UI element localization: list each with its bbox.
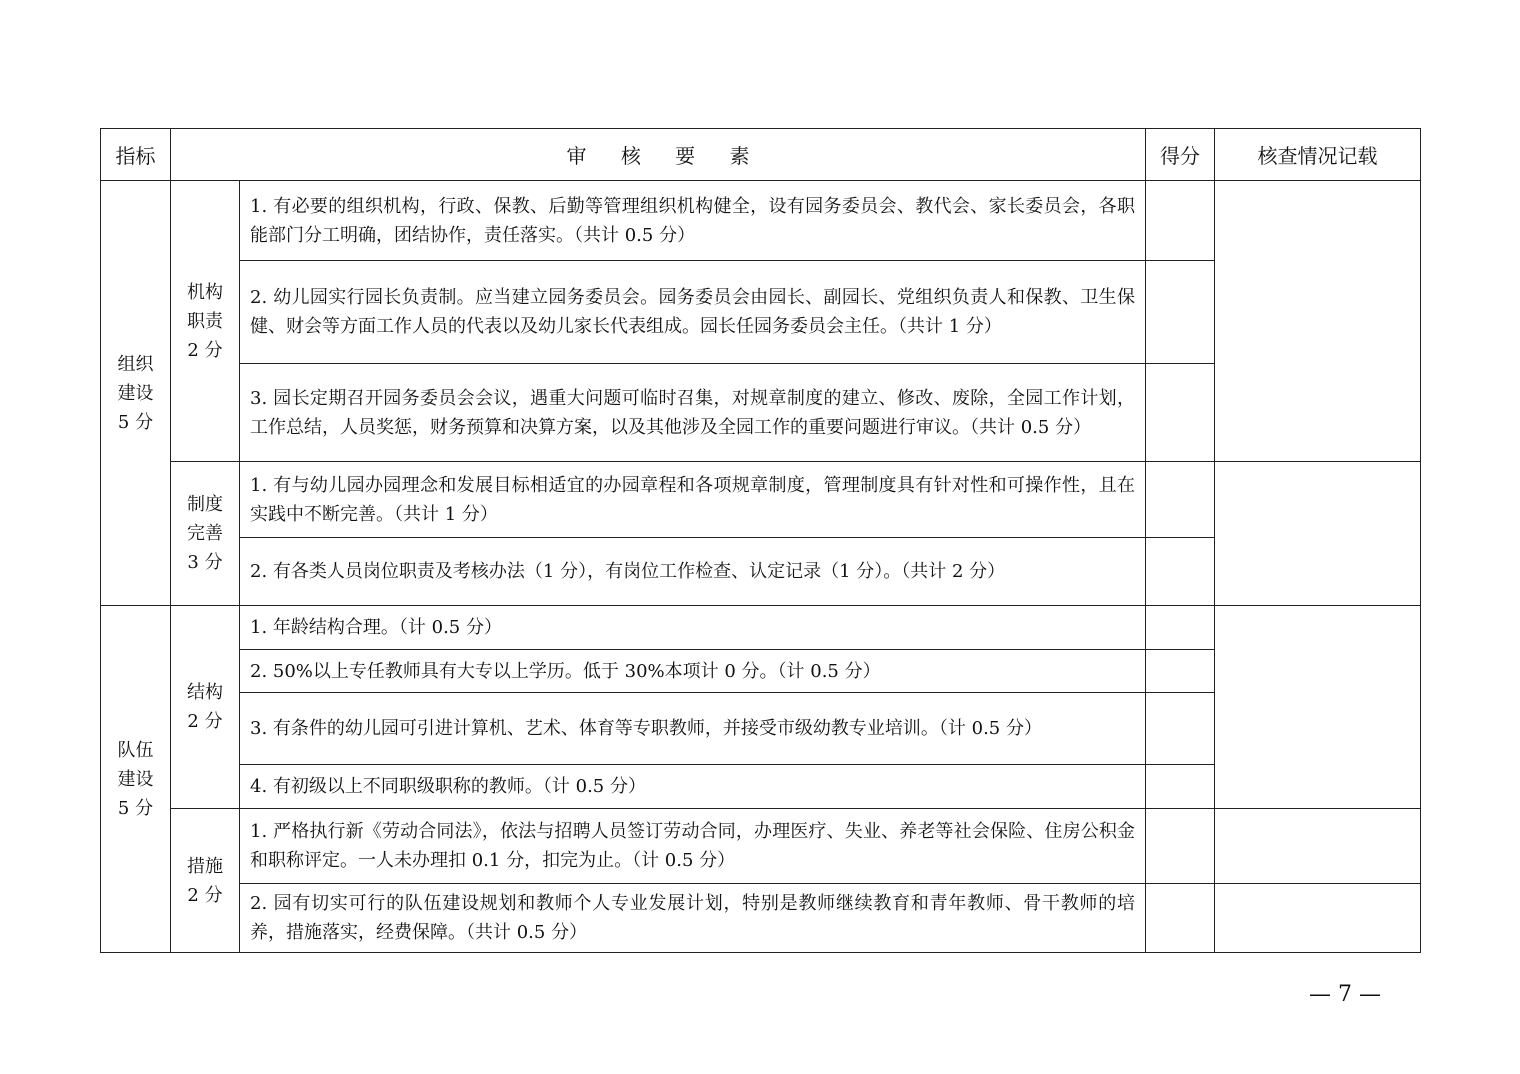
subcategory-cell: 措施 2 分 — [171, 809, 240, 953]
score-cell[interactable] — [1146, 765, 1215, 809]
score-cell[interactable] — [1146, 181, 1215, 261]
header-record: 核查情况记载 — [1215, 129, 1421, 181]
record-cell[interactable] — [1215, 884, 1421, 953]
subcategory-cell: 制度 完善 3 分 — [171, 462, 240, 606]
subcategory-cell: 结构 2 分 — [171, 606, 240, 809]
score-cell[interactable] — [1146, 261, 1215, 364]
score-cell[interactable] — [1146, 809, 1215, 884]
item-text: 1. 有与幼儿园办园理念和发展目标相适宜的办园章程和各项规章制度，管理制度具有针对性和可操作性，且在实践中不断完善。（共计 1 分） — [240, 462, 1146, 538]
record-cell[interactable] — [1215, 462, 1421, 606]
header-score: 得分 — [1146, 129, 1215, 181]
category-cell: 队伍 建设 5 分 — [101, 606, 171, 953]
category-cell: 组织 建设 5 分 — [101, 181, 171, 606]
record-cell[interactable] — [1215, 181, 1421, 462]
audit-table — [100, 128, 1421, 953]
subcategory-cell: 机构 职责 2 分 — [171, 181, 240, 462]
header-indicator: 指标 — [101, 129, 171, 181]
score-cell[interactable] — [1146, 538, 1215, 606]
item-text: 2. 有各类人员岗位职责及考核办法（1 分），有岗位工作检查、认定记录（1 分）。（共计 2 分） — [240, 538, 1146, 606]
item-text: 1. 严格执行新《劳动合同法》，依法与招聘人员签订劳动合同，办理医疗、失业、养老等社会保险、住房公积金和职称评定。一人未办理扣 0.1 分，扣完为止。（计 0.5 分） — [240, 809, 1146, 884]
score-cell[interactable] — [1146, 884, 1215, 953]
item-text: 1. 年龄结构合理。（计 0.5 分） — [240, 606, 1146, 650]
record-cell[interactable] — [1215, 809, 1421, 884]
table-row — [101, 181, 1421, 261]
item-text: 2. 50%以上专任教师具有大专以上学历。低于 30%本项计 0 分。（计 0.5 分） — [240, 650, 1146, 693]
page-number: — 7 — — [1309, 982, 1381, 1007]
score-cell[interactable] — [1146, 364, 1215, 462]
item-text: 3. 园长定期召开园务委员会会议，遇重大问题可临时召集，对规章制度的建立、修改、废除，全园工作计划，工作总结，人员奖惩，财务预算和决算方案，以及其他涉及全园工作的重要问题进行审议。（共计 0.5 分） — [240, 364, 1146, 462]
table-row — [101, 606, 1421, 650]
table-row — [101, 462, 1421, 538]
table-row — [101, 884, 1421, 953]
header-row — [101, 129, 1421, 181]
score-cell[interactable] — [1146, 650, 1215, 693]
record-cell[interactable] — [1215, 606, 1421, 809]
item-text: 2. 园有切实可行的队伍建设规划和教师个人专业发展计划，特别是教师继续教育和青年教师、骨干教师的培养，措施落实，经费保障。（共计 0.5 分） — [240, 884, 1146, 953]
item-text: 3. 有条件的幼儿园可引进计算机、艺术、体育等专职教师，并接受市级幼教专业培训。（计 0.5 分） — [240, 693, 1146, 765]
table-row — [101, 809, 1421, 884]
header-elements: 审 核 要 素 — [171, 129, 1146, 181]
item-text: 4. 有初级以上不同职级职称的教师。（计 0.5 分） — [240, 765, 1146, 809]
item-text: 2. 幼儿园实行园长负责制。应当建立园务委员会。园务委员会由园长、副园长、党组织负责人和保教、卫生保健、财会等方面工作人员的代表以及幼儿家长代表组成。园长任园务委员会主任。（共计 1 分） — [240, 261, 1146, 364]
item-text: 1. 有必要的组织机构，行政、保教、后勤等管理组织机构健全，设有园务委员会、教代会、家长委员会，各职能部门分工明确，团结协作，责任落实。（共计 0.5 分） — [240, 181, 1146, 261]
score-cell[interactable] — [1146, 462, 1215, 538]
score-cell[interactable] — [1146, 606, 1215, 650]
score-cell[interactable] — [1146, 693, 1215, 765]
